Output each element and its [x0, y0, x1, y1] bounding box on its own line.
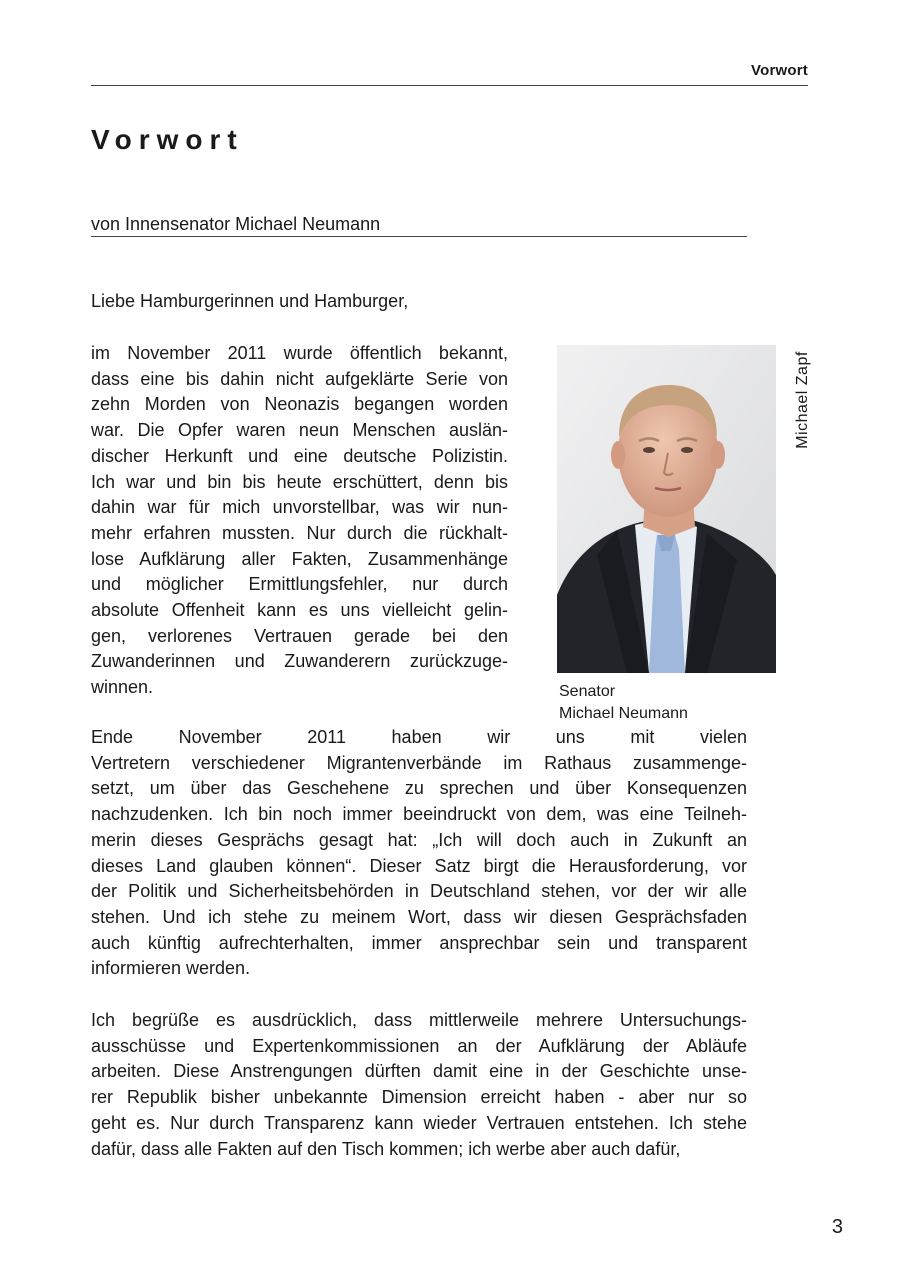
text-line: nachzudenken. Ich bin noch immer beeindruckt von dem, was eine Teilneh-: [91, 804, 747, 825]
text-line: und möglicher Ermittlungsfehler, nur durch: [91, 574, 508, 595]
text-line: gen, verlorenes Vertrauen gerade bei den: [91, 625, 508, 646]
running-header-title: Vorwort: [751, 62, 808, 79]
text-line: dahin war für mich unvorstellbar, was wir nun-: [91, 497, 508, 518]
header-rule: [91, 85, 808, 86]
text-line: absolute Offenheit kann es uns vielleicht gelin-: [91, 600, 508, 621]
text-line: winnen.: [91, 677, 154, 698]
page-title: Vorwort: [91, 124, 244, 155]
photo-credit-text: Michael Zapf: [794, 351, 811, 449]
photo-caption: [559, 681, 688, 725]
text-line: lose Aufklärung aller Fakten, Zusammenhänge: [91, 548, 508, 569]
text-line: rer Republik bisher unbekannte Dimension erreicht haben - aber nur so: [91, 1087, 747, 1108]
paragraph-1: [91, 341, 508, 701]
text-line: im November 2011 wurde öffentlich bekannt,: [91, 343, 508, 363]
text-line: Ich war und bin bis heute erschüttert, denn bis: [91, 471, 508, 492]
text-line: war. Die Opfer waren neun Menschen auslän-: [91, 420, 508, 441]
text-line: arbeiten. Diese Anstrengungen dürften damit eine in der Geschichte unse-: [91, 1061, 747, 1082]
text-line: dafür, dass alle Fakten auf den Tisch kommen; ich werbe aber auch dafür,: [91, 1138, 681, 1159]
byline: von Innensenator Michael Neumann: [91, 212, 747, 237]
photo-caption-line-1: Senator: [559, 683, 616, 700]
page-number: 3: [831, 1216, 843, 1238]
text-line: dass eine bis dahin nicht aufgeklärte Serie von: [91, 368, 508, 389]
paragraph-3: [91, 1008, 747, 1162]
text-line: der Politik und Sicherheitsbehörden in Deutschland stehen, vor der wir alle: [91, 881, 747, 902]
portrait-photo: [557, 345, 776, 673]
text-line: Zuwanderinnen und Zuwanderern zurückzuge-: [91, 651, 508, 672]
text-line: zehn Morden von Neonazis begangen worden: [91, 394, 508, 415]
text-line: auch künftig aufrechterhalten, immer ansprechbar sein und transparent: [91, 932, 747, 953]
photo-credit: [791, 345, 815, 455]
text-line: discher Herkunft und eine deutsche Polizistin.: [91, 445, 508, 466]
text-line: setzt, um über das Geschehene zu sprechen und über Konsequenzen: [91, 778, 747, 799]
text-line: stehen. Und ich stehe zu meinem Wort, dass wir diesen Gesprächsfaden: [91, 906, 747, 927]
text-line: Vertretern verschiedener Migrantenverbände im Rathaus zusammenge-: [91, 752, 747, 773]
paragraph-2: [91, 725, 747, 982]
salutation: Liebe Hamburgerinnen und Hamburger,: [91, 291, 409, 311]
text-line: ausschüsse und Expertenkommissionen an der Aufklärung der Abläufe: [91, 1035, 747, 1056]
text-line: Ich begrüße es ausdrücklich, dass mittlerweile mehrere Untersuchungs-: [91, 1010, 747, 1030]
text-line: dieses Land glauben können“. Dieser Satz birgt die Herausforderung, vor: [91, 855, 747, 876]
text-line: merin dieses Gesprächs gesagt hat: „Ich will doch auch in Zukunft an: [91, 829, 747, 850]
photo-caption-line-2: Michael Neumann: [559, 705, 688, 722]
text-line: mehr erfahren mussten. Nur durch die rückhalt-: [91, 522, 508, 543]
text-line: Ende November 2011 haben wir uns mit vielen: [91, 727, 747, 747]
text-line: informieren werden.: [91, 958, 251, 979]
text-line: geht es. Nur durch Transparenz kann wieder Vertrauen entstehen. Ich stehe: [91, 1112, 747, 1133]
